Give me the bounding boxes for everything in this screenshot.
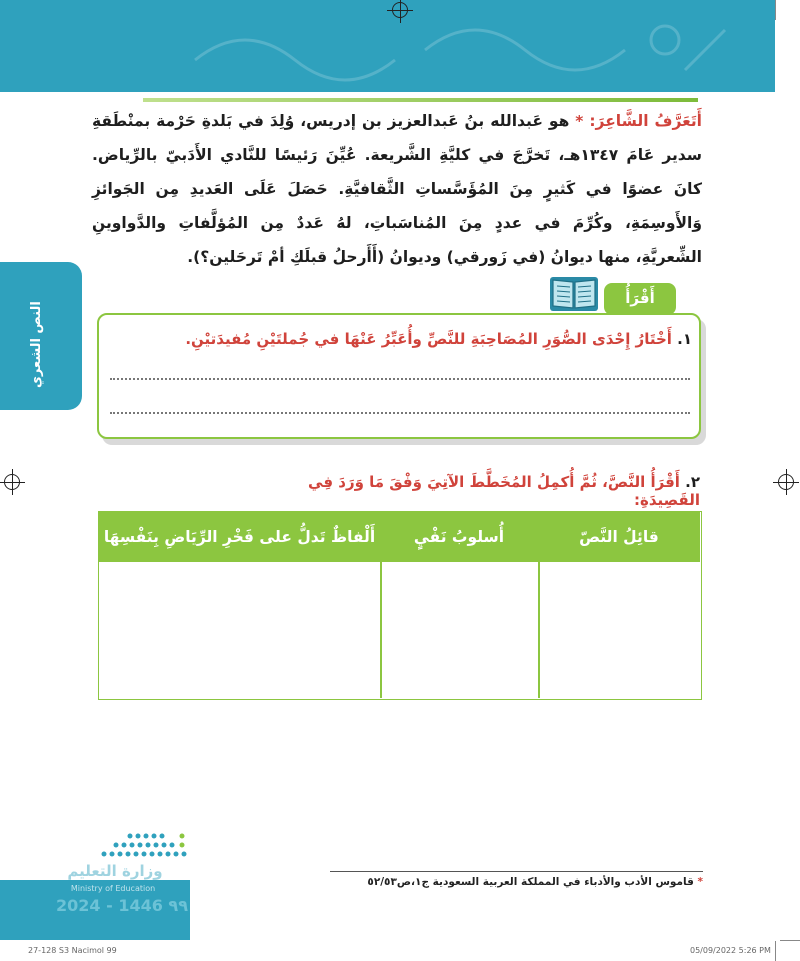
ministry-logo-icon bbox=[96, 828, 190, 860]
intro-text: هو عَبدالله بنُ عَبدالعزيز بن إدريس، وُلِدَ في بَلدةِ حَرْمة بمنْطَقةِ سدير عَامَ ١٣٤٧هـ، تَخرَّجَ في كليَّةِ الشَّريعة. عُيِّنَ رَئيسًا للنَّادي الأَدَبيّ بالرِّياض. كانَ عضوًا في كَثيرٍ مِنَ المُؤَسَّساتِ الثَّقافيَّةِ. حَصَلَ عَلَى العَديدِ مِن الجَوائزِ وَالأَوسِمَةِ، وكُرِّمَ في عددٍ مِنَ المُناسَباتِ، لهُ عَددٌ مِن المُؤلَّفاتِ والدَّواوينِ الشِّعريَّةِ، منها ديوانُ (في زَورقي) وديوانُ (أَأَرحلُ قبلَكِ أمْ تَرحَلين؟). bbox=[92, 112, 702, 266]
header-speaker: قائِلُ النَّصّ bbox=[579, 528, 659, 546]
intro-label: أَتَعَرَّفُ الشَّاعِرَ: bbox=[589, 112, 702, 130]
header-pride-words: أَلْفاظٌ تَدلُّ على فَخْرِ الرِّيَاضِ بِنَفْسِهَا bbox=[103, 528, 376, 546]
edition-year: 2024 - 1446 bbox=[56, 896, 163, 915]
footnote-text: قاموس الأدب والأدباء في المملكة العربية السعودية ج١،ص٥٢/٥٣ bbox=[367, 876, 694, 888]
header-banner bbox=[0, 0, 775, 92]
answer-line[interactable] bbox=[110, 378, 690, 380]
answer-line[interactable] bbox=[110, 412, 690, 414]
poet-intro bbox=[92, 104, 702, 274]
ministry-name-en: Ministry of Education bbox=[70, 884, 156, 893]
print-slug-file: 27-128 S3 Nacimol 99 bbox=[28, 946, 117, 955]
section-rule bbox=[143, 98, 698, 102]
question-2-text: أَقْرَأُ النَّصَّ، ثُمَّ أُكمِلُ المُخَطَّطَ الآتِيَ وَفْقَ مَا وَرَدَ فِي القَصِيدَةِ: bbox=[308, 473, 700, 509]
question-1 bbox=[120, 330, 692, 348]
question-1-number: ١. bbox=[677, 330, 692, 348]
trim-mark bbox=[780, 940, 800, 941]
answer-table bbox=[98, 511, 702, 700]
question-2-number: ٢. bbox=[685, 473, 700, 491]
trim-mark bbox=[775, 0, 776, 20]
footnote-rule bbox=[330, 871, 703, 872]
question-1-text: أَخْتَارُ إِحْدَى الصُّوَرِ المُصَاحِبَةِ للنَّصِّ وأُعَبِّرُ عَنْهَا في جُملتَيْنِ مُفيدَتيْنِ. bbox=[185, 330, 672, 348]
page-number-value: ٩٩ bbox=[168, 896, 188, 915]
ministry-name-ar: وزارة التعليم bbox=[67, 862, 163, 880]
header-negation: أُسلوبُ نَفْيٍ bbox=[413, 528, 505, 546]
footnote-star: * bbox=[697, 876, 703, 888]
trim-mark bbox=[775, 941, 776, 961]
chapter-tab-label: النص الشعري bbox=[29, 301, 44, 389]
footnote-marker: * bbox=[575, 112, 584, 130]
table-header-row bbox=[99, 512, 700, 562]
registration-mark-icon bbox=[392, 2, 408, 18]
calligraphy-pattern bbox=[185, 10, 745, 82]
registration-mark-icon bbox=[778, 474, 794, 490]
print-slug-date: 05/09/2022 5:26 PM bbox=[690, 946, 771, 955]
footnote bbox=[320, 876, 703, 888]
page-number bbox=[56, 896, 188, 915]
read-section-label: أَقْرَأُ bbox=[604, 283, 676, 315]
question-2 bbox=[285, 473, 700, 509]
open-book-icon bbox=[549, 274, 599, 312]
column-divider bbox=[538, 512, 540, 698]
registration-mark-icon bbox=[4, 474, 20, 490]
column-divider bbox=[380, 512, 382, 698]
